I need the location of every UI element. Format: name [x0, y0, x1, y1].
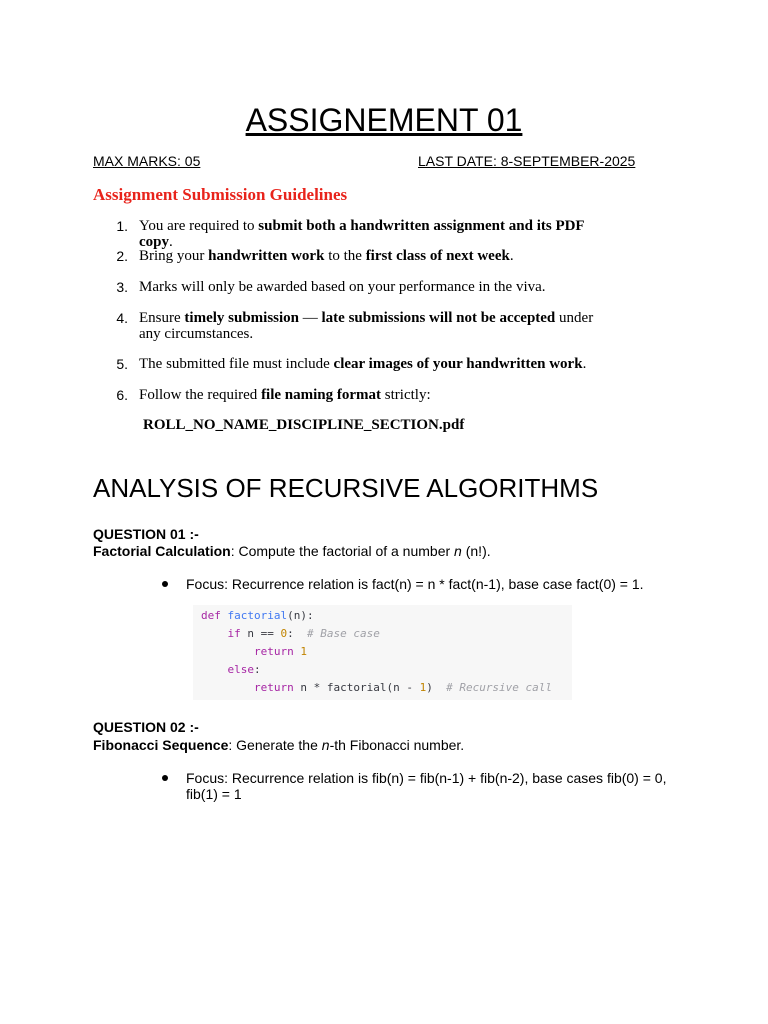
list-number: 2. — [116, 248, 128, 264]
bullet-text: Focus: Recurrence relation is fib(n) = fib(n-1) + fib(n-2), base cases fib(0) = 0, fib(1) = 1 — [186, 770, 667, 802]
question-01-description: Factorial Calculation: Compute the factorial of a number n (n!). — [93, 543, 491, 559]
guidelines-heading: Assignment Submission Guidelines — [93, 185, 348, 204]
list-number: 6. — [116, 387, 128, 403]
code-line: if n == 0: # Base case — [227, 627, 380, 640]
list-number: 5. — [116, 356, 128, 372]
section-heading: ANALYSIS OF RECURSIVE ALGORITHMS — [93, 473, 599, 503]
guideline-text: Marks will only be awarded based on your performance in the viva. — [139, 279, 546, 295]
code-line: return n * factorial(n - 1) # Recursive call — [253, 681, 553, 694]
code-snippet — [193, 605, 572, 700]
question-02-description: Fibonacci Sequence: Generate the n-th Fibonacci number. — [93, 737, 465, 753]
bullet-text: Focus: Recurrence relation is fact(n) = n * fact(n-1), base case fact(0) = 1. — [186, 576, 644, 592]
bullet-icon — [162, 581, 168, 587]
assignment-title: ASSIGNEMENT 01 — [245, 102, 523, 138]
code-line: return 1 — [253, 645, 307, 658]
list-number: 4. — [116, 310, 128, 326]
list-number: 3. — [116, 279, 128, 295]
guideline-text: Bring your handwritten work to the first class of next week. — [139, 248, 514, 264]
list-number: 1. — [116, 218, 128, 234]
code-line: def factorial(n): — [201, 609, 314, 622]
file-naming-format: ROLL_NO_NAME_DISCIPLINE_SECTION.pdf — [143, 417, 465, 433]
guideline-text: Follow the required file naming format strictly: — [139, 387, 431, 403]
last-date: LAST DATE: 8-SEPTEMBER-2025 — [418, 153, 636, 169]
question-02-label: QUESTION 02 :- — [93, 719, 199, 735]
max-marks: MAX MARKS: 05 — [93, 153, 201, 169]
bullet-icon — [162, 775, 168, 781]
question-01-label: QUESTION 01 :- — [93, 526, 199, 542]
guideline-text: The submitted file must include clear images of your handwritten work. — [139, 356, 587, 372]
guideline-text: You are required to submit both a handwritten assignment and its PDF copy. — [139, 218, 585, 250]
guideline-text: Ensure timely submission — late submissions will not be accepted under any circumstances. — [139, 310, 594, 342]
code-line: else: — [227, 663, 261, 676]
